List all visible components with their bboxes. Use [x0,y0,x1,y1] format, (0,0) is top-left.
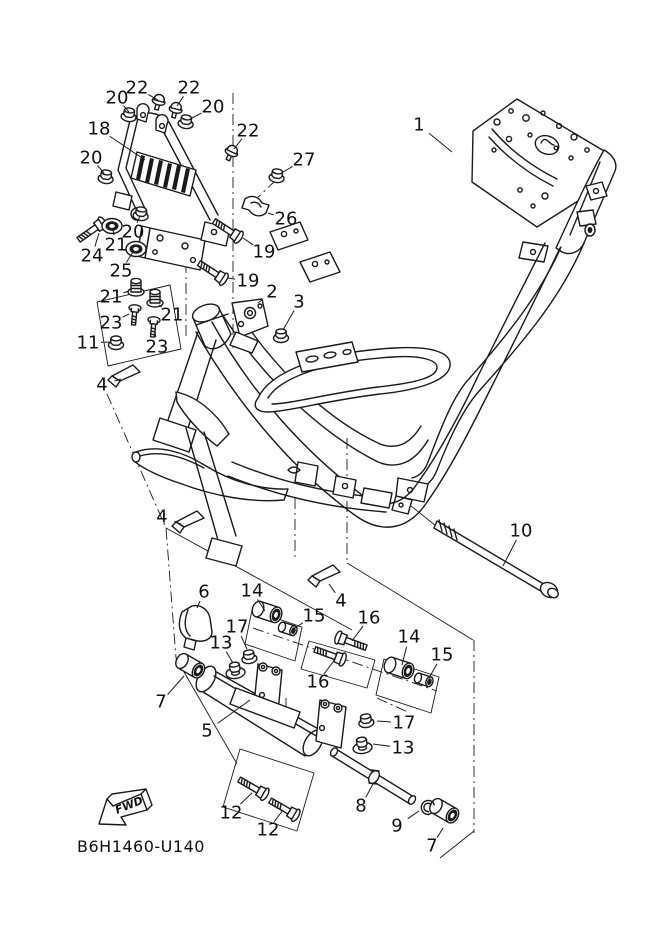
callout-label-26[interactable]: 26 [274,208,298,230]
part-13-nut-glyph [225,661,246,680]
leader-line-18 [110,136,145,160]
part-20-nut-glyph [178,114,195,129]
callout-label-13[interactable]: 13 [391,737,415,759]
frame-part-1 [132,96,616,566]
callout-label-20[interactable]: 20 [79,147,103,169]
part-22-bolt-glyph [222,143,240,163]
callout-label-23[interactable]: 23 [145,336,169,358]
part-27-nut-glyph [269,168,286,183]
callout-label-27[interactable]: 27 [292,149,316,171]
part-16-bolt-glyph [313,643,348,667]
leader-line-24 [95,233,99,246]
part-14-bushing-glyph [382,656,415,680]
part-21-damper-glyph [102,219,122,234]
leader-line-26 [268,213,274,215]
callout-label-10[interactable]: 10 [509,520,533,542]
callout-label-15[interactable]: 15 [302,605,326,627]
part-7-bushing-glyph [427,796,461,825]
part-23-bolt-glyph [147,316,161,337]
callout-label-14[interactable]: 14 [240,580,264,602]
leader-line-1 [429,133,452,152]
part-12-bolt-glyph [236,774,271,802]
leader-line-3 [283,311,294,330]
callout-label-22[interactable]: 22 [236,120,260,142]
callout-label-4[interactable]: 4 [96,374,108,396]
callout-label-4[interactable]: 4 [335,590,347,612]
part-20-nut-glyph [98,169,115,184]
callout-label-12[interactable]: 12 [219,802,243,824]
callout-label-15[interactable]: 15 [430,644,454,666]
leader-line-7 [168,676,184,695]
leader-line-27 [283,166,293,172]
callout-label-24[interactable]: 24 [80,245,104,267]
callout-label-9[interactable]: 9 [391,815,403,837]
part-20-nut-glyph [121,107,138,122]
callout-label-1[interactable]: 1 [413,114,425,136]
leader-line-13 [373,744,390,746]
callout-label-23[interactable]: 23 [99,312,123,334]
part-3-nut-glyph [274,329,289,343]
leader-line-20 [190,113,201,119]
part-25-damper-glyph [126,242,146,257]
callout-label-5[interactable]: 5 [201,720,213,742]
leader-line-7 [437,828,443,837]
fwd-label: FWD [113,793,145,817]
part-12-bolt-glyph [267,795,302,823]
callout-label-18[interactable]: 18 [87,118,111,140]
callout-label-19[interactable]: 19 [252,241,276,263]
callout-label-20[interactable]: 20 [121,221,145,243]
callout-label-22[interactable]: 22 [125,77,149,99]
part-4-damper-glyph [108,365,140,387]
callout-label-7[interactable]: 7 [426,835,438,857]
part-4-damper-glyph [308,565,340,587]
callout-label-21[interactable]: 21 [104,234,128,256]
callout-label-20[interactable]: 20 [105,87,129,109]
fwd-arrow [99,789,152,825]
part-22-bolt-glyph [150,93,167,111]
callout-label-6[interactable]: 6 [198,581,210,603]
callout-label-16[interactable]: 16 [306,671,330,693]
callout-label-21[interactable]: 21 [160,304,184,326]
callout-label-13[interactable]: 13 [209,632,233,654]
leader-line-9 [408,811,419,819]
part-16-bolt-glyph [333,630,368,654]
callout-label-19[interactable]: 19 [236,270,260,292]
part-7-bushing-glyph [173,651,207,680]
diagram-code: B6H1460-U140 [77,837,205,856]
part-13-nut-glyph [352,736,373,755]
callout-label-21[interactable]: 21 [99,286,123,308]
callout-label-16[interactable]: 16 [357,607,381,629]
leader-line-19 [228,278,235,279]
leader-line-10 [503,540,516,566]
leader-line-23 [123,314,129,317]
callout-label-20[interactable]: 20 [201,96,225,118]
callout-label-25[interactable]: 25 [109,260,133,282]
callout-label-4[interactable]: 4 [156,506,168,528]
callout-label-11[interactable]: 11 [76,332,100,354]
callout-label-3[interactable]: 3 [293,291,305,313]
part-23-bolt-glyph [128,304,142,325]
part-17-nut-glyph [241,649,258,664]
part-19-bolt-glyph [195,257,230,286]
part-15-collar-glyph [277,621,298,636]
callout-label-2[interactable]: 2 [266,281,278,303]
callout-label-8[interactable]: 8 [355,795,367,817]
callout-label-7[interactable]: 7 [155,691,167,713]
callout-label-14[interactable]: 14 [397,626,421,648]
callout-label-22[interactable]: 22 [177,77,201,99]
part-14-bushing-glyph [250,600,283,624]
leader-line-17 [377,721,391,722]
part-11-nut-glyph [109,336,124,350]
leader-line-8 [366,784,373,797]
part-17-nut-glyph [358,713,375,728]
callout-label-12[interactable]: 12 [256,819,280,841]
callout-label-17[interactable]: 17 [225,616,249,638]
callout-label-17[interactable]: 17 [392,712,416,734]
